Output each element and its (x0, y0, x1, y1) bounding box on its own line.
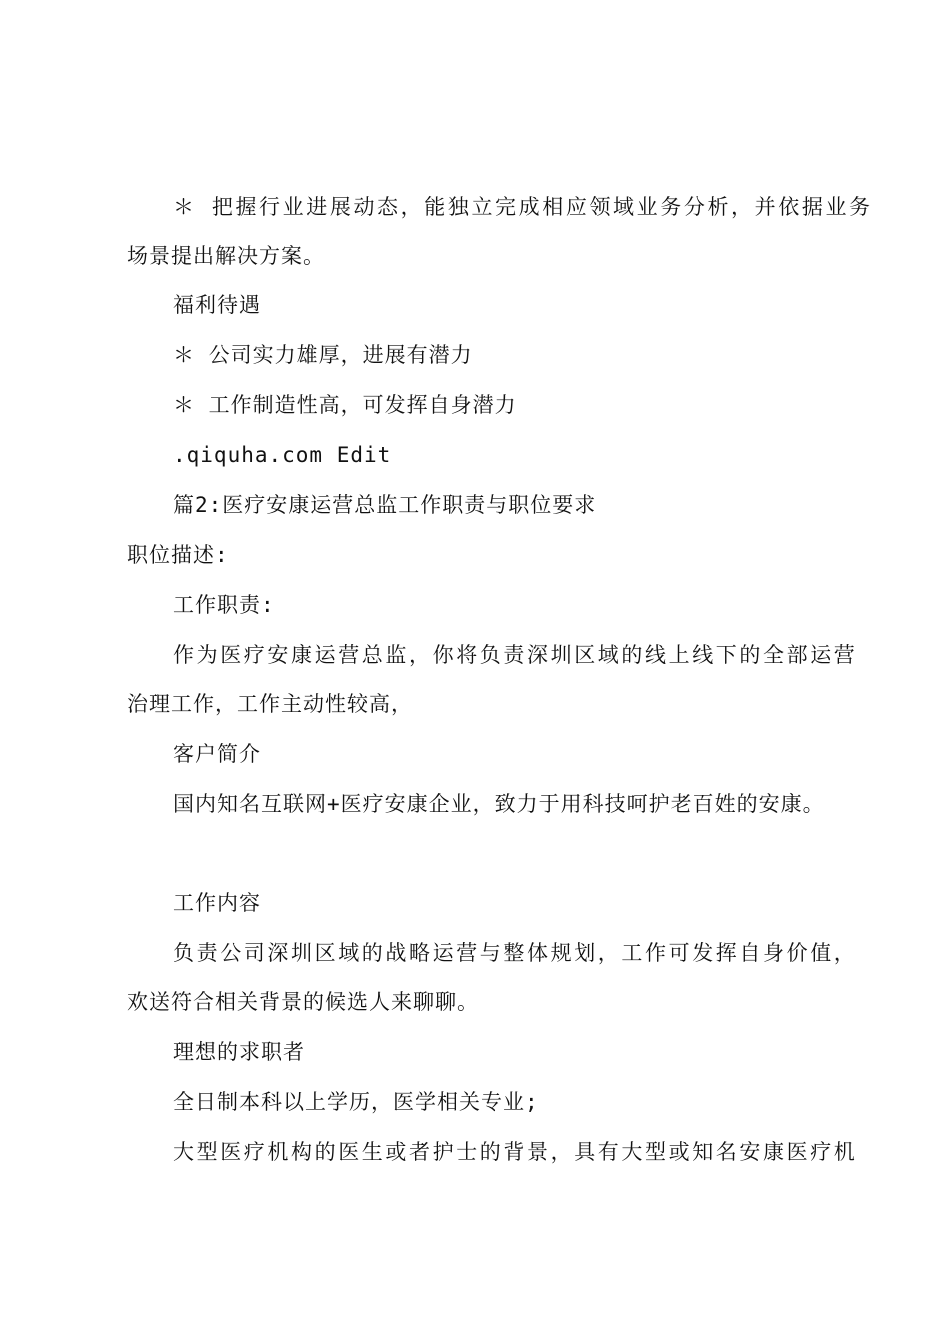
bullet-line-industry-analysis: ＊ 把握行业进展动态，能独立完成相应领域业务分析，并依据业务 (173, 195, 873, 219)
text-line-client-detail: 国内知名互联网+医疗安康企业，致力于用科技呵护老百姓的安康。 (173, 792, 825, 816)
heading-benefits: 福利待遇 (173, 293, 261, 317)
heading-job-content: 工作内容 (173, 891, 261, 915)
bullet-line-creativity: ＊ 工作制造性高，可发挥自身潜力 (173, 393, 517, 417)
text-line-duty-intro: 作为医疗安康运营总监，你将负责深圳区域的线上线下的全部运营 (173, 643, 858, 667)
text-line-content-detail: 负责公司深圳区域的战略运营与整体规划，工作可发挥自身价值， (173, 941, 858, 965)
text-line-education: 全日制本科以上学历，医学相关专业; (173, 1090, 539, 1114)
text-line-solution: 场景提出解决方案。 (127, 244, 325, 268)
heading-job-description: 职位描述: (127, 543, 229, 567)
watermark-line: .qiquha.com Edit (173, 443, 392, 467)
text-line-background: 大型医疗机构的医生或者护士的背景，具有大型或知名安康医疗机 (173, 1140, 858, 1164)
heading-ideal-candidate: 理想的求职者 (173, 1040, 305, 1064)
text-line-duty-detail: 治理工作，工作主动性较高， (127, 692, 413, 716)
heading-job-duties: 工作职责: (173, 593, 275, 617)
text-line-welcome: 欢送符合相关背景的候选人来聊聊。 (127, 990, 479, 1014)
bullet-line-company-strength: ＊ 公司实力雄厚，进展有潜力 (173, 343, 473, 367)
section-title: 篇2:医疗安康运营总监工作职责与职位要求 (173, 493, 597, 517)
heading-client-profile: 客户简介 (173, 742, 261, 766)
